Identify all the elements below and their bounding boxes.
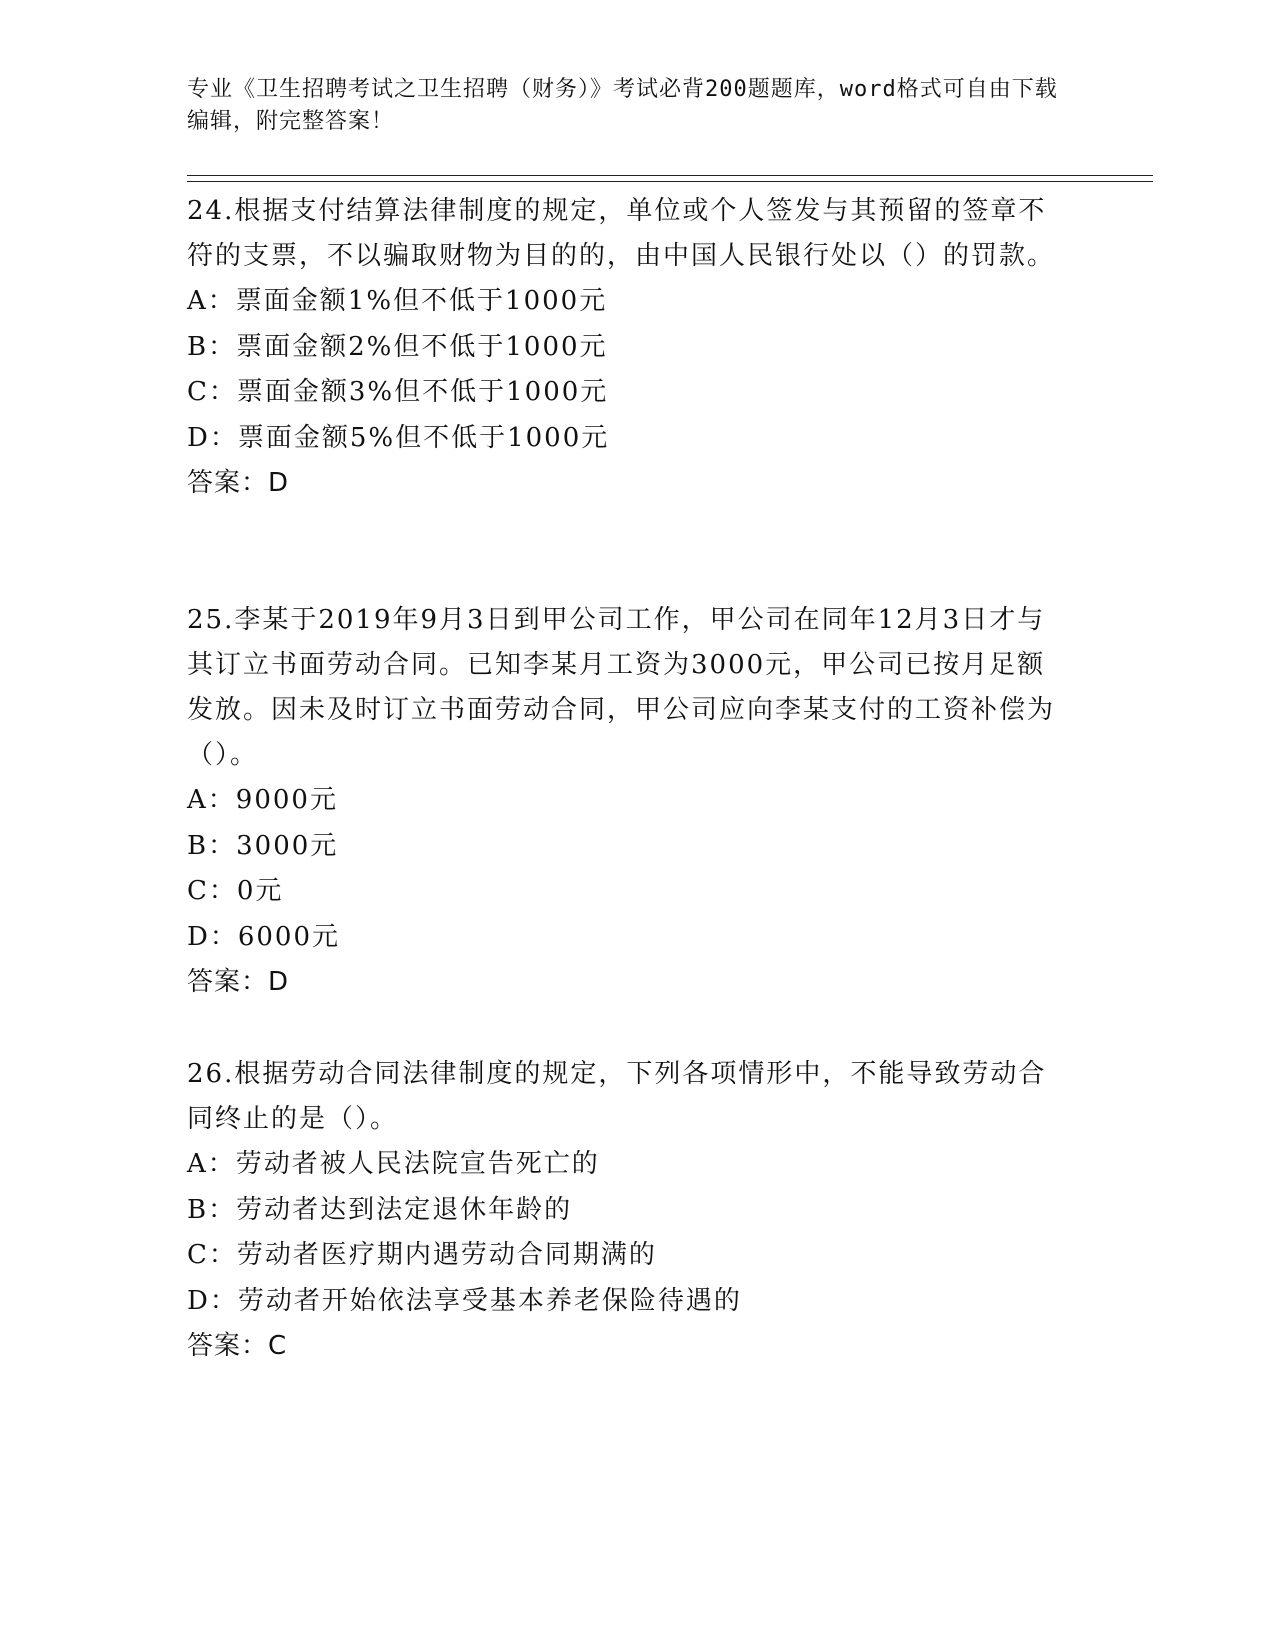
question-26 [187,1052,1067,1369]
option-a: A：9000元 [187,785,338,815]
option-d: D：6000元 [187,921,341,952]
option-c: C：劳动者医疗期内遇劳动合同期满的 [187,1240,657,1270]
header-divider-top [187,175,1153,176]
option-b: B：3000元 [187,830,339,861]
document-header: 专业《卫生招聘考试之卫生招聘（财务）》考试必背200题题库，word格式可自由下载编辑，附完整答案！ [187,77,1058,134]
question-stem: 24.根据支付结算法律制度的规定，单位或个人签发与其预留的签章不符的支票，不以骗取财物为目的的，由中国人民银行处以（）的罚款。 [187,196,1056,271]
option-c: C：0元 [187,876,284,906]
option-d: D：劳动者开始依法享受基本养老保险待遇的 [187,1285,742,1316]
option-b: B：票面金额2%但不低于1000元 [187,331,608,362]
question-24 [187,189,1067,506]
option-a: A：票面金额1%但不低于1000元 [187,286,608,316]
question-25 [187,598,1067,1005]
answer-label: 答案：C [187,1331,288,1361]
question-stem: 25.李某于2019年9月3日到甲公司工作，甲公司在同年12月3日才与其订立书面劳动合同。已知李某月工资为3000元，甲公司已按月足额发放。因未及时订立书面劳动合同，甲公司应向李某支付的工资补偿为（）。 [187,605,1056,770]
option-d: D：票面金额5%但不低于1000元 [187,422,610,453]
option-b: B：劳动者达到法定退休年龄的 [187,1194,573,1225]
answer-label: 答案：D [187,967,290,997]
answer-label: 答案：D [187,468,290,498]
question-stem: 26.根据劳动合同法律制度的规定，下列各项情形中，不能导致劳动合同终止的是（）。 [187,1059,1047,1134]
option-a: A：劳动者被人民法院宣告死亡的 [187,1149,600,1179]
option-c: C：票面金额3%但不低于1000元 [187,377,609,407]
header-divider-bottom [187,181,1153,182]
